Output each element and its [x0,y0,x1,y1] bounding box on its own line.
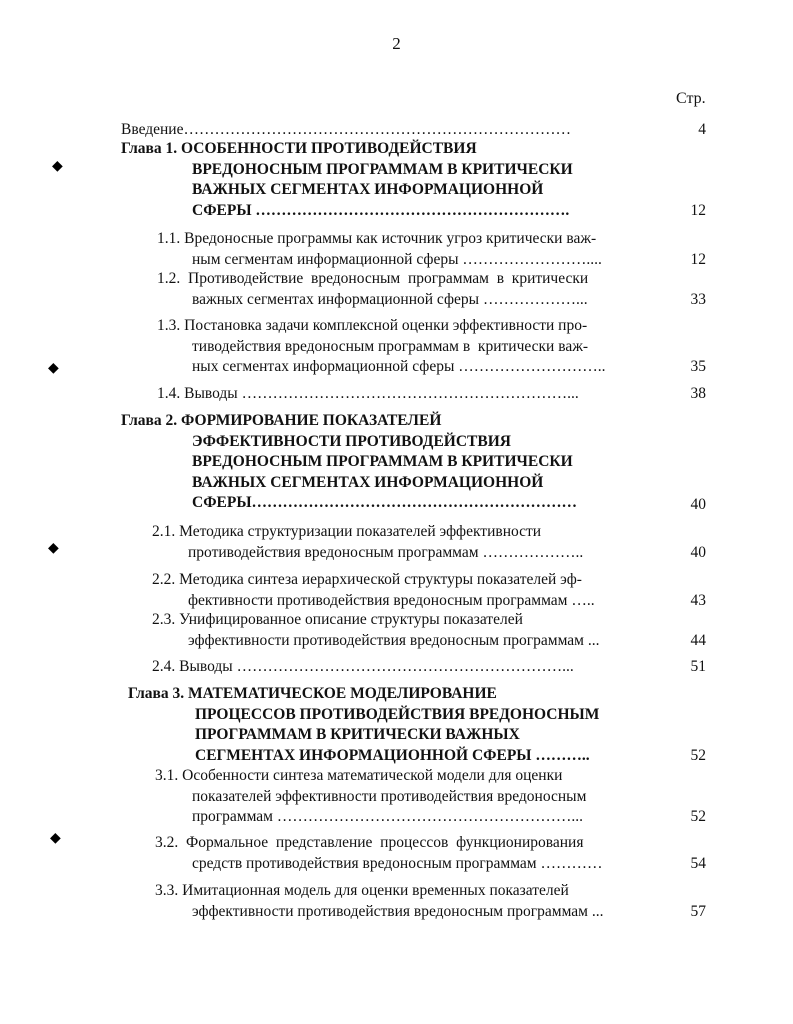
toc-entry-page: 51 [690,658,706,675]
toc-entry-text: тиводействия вредоносным программам в критически важ- [192,337,589,355]
toc-entry-text: 1.1. Вредоносные программы как источник угроз критически важ- [157,230,597,247]
toc-entry-text: 1.2. Противодействие вредоносным программам в критически [157,270,589,287]
toc-entry-text: ЭФФЕКТИВНОСТИ ПРОТИВОДЕЙСТВИЯ [192,432,511,450]
toc-entry-text: эффективности противодействия вредоносным программам ... [188,631,600,649]
toc-entry-text: эффективности противодействия вредоносным программам ... [192,902,604,920]
toc-entry-text: Глава 3. МАТЕМАТИЧЕСКОЕ МОДЕЛИРОВАНИЕ [128,685,497,702]
toc-entry-page: 40 [690,496,706,513]
toc-entry-text: СФЕРЫ ……………………………………………………. [192,201,570,219]
toc-entry-page: 40 [690,543,706,561]
toc-entry-page: 38 [690,385,706,402]
binder-mark-icon: ◆ [48,541,59,556]
toc-entry-text: важных сегментах информационной сферы ………………... [192,290,588,308]
toc-entry-text: ПРОЦЕССОВ ПРОТИВОДЕЙСТВИЯ ВРЕДОНОСНЫМ [195,705,600,723]
toc-entry-text: Введение………………………………………………………………… [121,121,571,138]
toc-entry-text: ных сегментах информационной сферы ……………………….. [192,358,606,375]
toc-entry-page: 12 [690,250,706,268]
toc-entry-text: ВАЖНЫХ СЕГМЕНТАХ ИНФОРМАЦИОННОЙ [192,181,544,198]
toc-entry-text: средств противодействия вредоносным программам ………… [192,854,603,872]
toc-entry-text: программам …………………………………………………... [192,808,583,825]
toc-entry-text: Глава 1. ОСОБЕННОСТИ ПРОТИВОДЕЙСТВИЯ [121,140,477,157]
toc-entry-text: СЕГМЕНТАХ ИНФОРМАЦИОННОЙ СФЕРЫ ……….. [195,746,590,764]
toc-entry-text: 1.3. Постановка задачи комплексной оценки эффективности про- [157,317,588,334]
toc-entry-page: 12 [690,201,706,219]
toc-entry-text: 2.3. Унифицированное описание структуры показателей [152,611,523,628]
page-column-label: Стр. [676,90,706,107]
toc-entry-text: 2.4. Выводы ………………………………………………………... [152,658,574,675]
toc-entry-text: 2.2. Методика синтеза иерархической структуры показателей эф- [152,571,582,588]
toc-entry-page: 54 [690,854,706,872]
toc-entry-text: 3.1. Особенности синтеза математической модели для оценки [155,767,563,784]
toc-entry-text: 2.1. Методика структуризации показателей эффективности [152,523,542,540]
binder-mark-icon: ◆ [48,361,59,376]
binder-mark-icon: ◆ [50,831,61,846]
toc-entry-text: 1.4. Выводы ………………………………………………………... [157,385,579,402]
toc-entry-text: ВРЕДОНОСНЫМ ПРОГРАММАМ В КРИТИЧЕСКИ [192,160,573,178]
toc-entry-text: ПРОГРАММАМ В КРИТИЧЕСКИ ВАЖНЫХ [195,726,520,743]
toc-entry-page: 44 [690,631,706,649]
toc-entry-text: СФЕРЫ……………………………………………………… [192,494,578,511]
toc-entry-page: 52 [690,808,706,825]
toc-entry-text: 3.2. Формальное представление процессов функционирования [155,834,584,851]
toc-entry-page: 52 [690,746,706,764]
toc-entry-page: 57 [690,902,706,920]
toc-entry-page: 35 [690,358,706,375]
toc-entry-page: 33 [690,290,706,308]
toc-entry-page: 4 [698,121,706,138]
toc-entry-text: фективности противодействия вредоносным программам ….. [188,591,595,609]
page-number: 2 [392,34,401,53]
toc-entry-text: Глава 2. ФОРМИРОВАНИЕ ПОКАЗАТЕЛЕЙ [121,412,442,429]
toc-entry-text: показателей эффективности противодействия вредоносным [192,787,587,805]
toc-entry-text: ВАЖНЫХ СЕГМЕНТАХ ИНФОРМАЦИОННОЙ [192,473,544,491]
toc-entry-text: ВРЕДОНОСНЫМ ПРОГРАММАМ В КРИТИЧЕСКИ [192,453,573,470]
toc-entry-text: противодействия вредоносным программам ……………….. [188,543,584,561]
toc-entry-text: 3.3. Имитационная модель для оценки временных показателей [155,882,569,899]
toc-entry-page: 43 [690,591,706,609]
binder-mark-icon: ◆ [52,159,63,174]
toc-entry-text: ным сегментам информационной сферы …………………….... [192,250,602,268]
